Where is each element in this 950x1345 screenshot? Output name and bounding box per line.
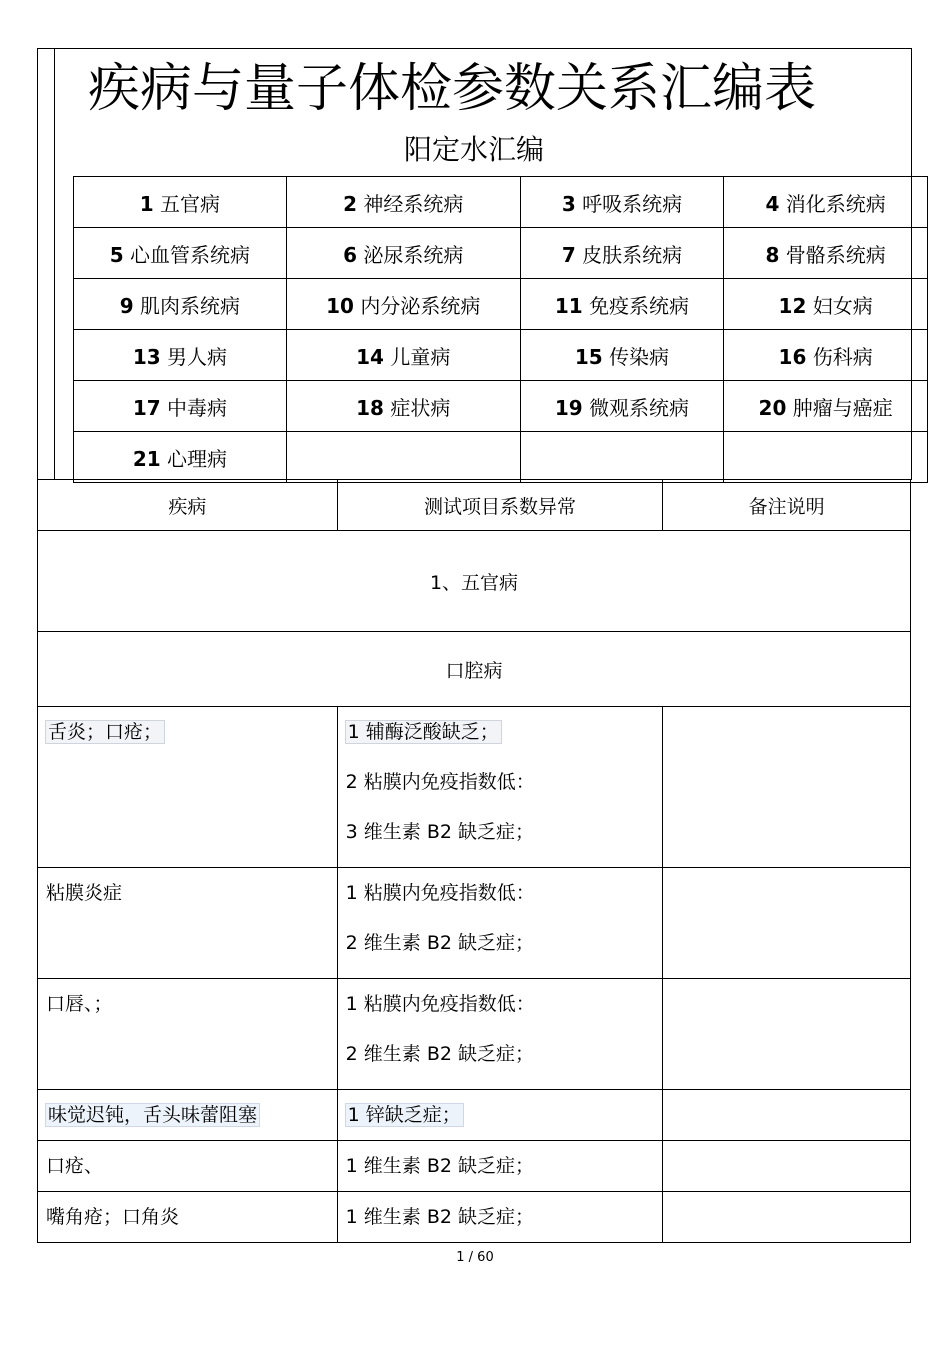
index-cell: 4 消化系统病 bbox=[724, 177, 928, 228]
index-cell: 14 儿童病 bbox=[286, 330, 520, 381]
notes-cell bbox=[663, 868, 911, 979]
notes-cell bbox=[663, 1141, 911, 1192]
index-cell: 9 肌肉系统病 bbox=[74, 279, 287, 330]
index-cell: 6 泌尿系统病 bbox=[286, 228, 520, 279]
section-row bbox=[38, 531, 911, 632]
index-cell: 8 骨骼系统病 bbox=[724, 228, 928, 279]
index-cell-empty bbox=[724, 432, 928, 483]
index-row bbox=[74, 177, 928, 228]
items-cell: 1 维生素 B2 缺乏症； bbox=[337, 1192, 663, 1243]
notes-cell bbox=[663, 979, 911, 1090]
disease-cell: 粘膜炎症 bbox=[38, 868, 338, 979]
subsection-row bbox=[38, 632, 911, 707]
index-cell-empty bbox=[286, 432, 520, 483]
index-row bbox=[74, 228, 928, 279]
items-cell: 1 粘膜内免疫指数低： 2 维生素 B2 缺乏症； bbox=[337, 979, 663, 1090]
index-row bbox=[74, 432, 928, 483]
disease-cell: 味觉迟钝，舌头味蕾阻塞 bbox=[38, 1090, 338, 1141]
index-cell: 16 伤科病 bbox=[724, 330, 928, 381]
header-test-items: 测试项目系数异常 bbox=[337, 480, 663, 531]
table-row bbox=[38, 1141, 911, 1192]
index-cell: 18 症状病 bbox=[286, 381, 520, 432]
disease-cell: 口疮、 bbox=[38, 1141, 338, 1192]
index-cell: 17 中毒病 bbox=[74, 381, 287, 432]
frame-top-line bbox=[37, 48, 912, 49]
index-cell: 5 心血管系统病 bbox=[74, 228, 287, 279]
header-notes: 备注说明 bbox=[663, 480, 911, 531]
category-index-table bbox=[73, 176, 928, 483]
index-cell: 7 皮肤系统病 bbox=[520, 228, 724, 279]
index-row bbox=[74, 381, 928, 432]
items-cell: 1 粘膜内免疫指数低： 2 维生素 B2 缺乏症； bbox=[337, 868, 663, 979]
index-cell: 19 微观系统病 bbox=[520, 381, 724, 432]
page-subtitle: 阳定水汇编 bbox=[404, 133, 545, 166]
notes-cell bbox=[663, 1090, 911, 1141]
index-cell: 21 心理病 bbox=[74, 432, 287, 483]
disease-parameter-table bbox=[37, 479, 911, 1243]
table-row bbox=[38, 868, 911, 979]
index-cell: 1 五官病 bbox=[74, 177, 287, 228]
index-cell-empty bbox=[520, 432, 724, 483]
items-cell: 1 辅酶泛酸缺乏； 2 粘膜内免疫指数低： 3 维生素 B2 缺乏症； bbox=[337, 707, 663, 868]
notes-cell bbox=[663, 707, 911, 868]
table-row bbox=[38, 979, 911, 1090]
index-cell: 10 内分泌系统病 bbox=[286, 279, 520, 330]
index-cell: 15 传染病 bbox=[520, 330, 724, 381]
disease-cell: 口唇、； bbox=[38, 979, 338, 1090]
frame-left-line bbox=[37, 48, 38, 480]
table-row bbox=[38, 1090, 911, 1141]
frame-inner-left-line bbox=[54, 48, 55, 480]
index-row bbox=[74, 279, 928, 330]
index-cell: 2 神经系统病 bbox=[286, 177, 520, 228]
index-cell: 12 妇女病 bbox=[724, 279, 928, 330]
page-title: 疾病与量子体检参数关系汇编表 bbox=[88, 59, 817, 119]
disease-cell: 嘴角疮；口角炎 bbox=[38, 1192, 338, 1243]
disease-cell: 舌炎；口疮； bbox=[38, 707, 338, 868]
index-cell: 20 肿瘤与癌症 bbox=[724, 381, 928, 432]
items-cell: 1 锌缺乏症； bbox=[337, 1090, 663, 1141]
page-number: 1 / 60 bbox=[456, 1250, 494, 1265]
header-disease: 疾病 bbox=[38, 480, 338, 531]
index-cell: 11 免疫系统病 bbox=[520, 279, 724, 330]
section-title: 1、五官病 bbox=[38, 531, 911, 632]
items-cell: 1 维生素 B2 缺乏症； bbox=[337, 1141, 663, 1192]
index-cell: 3 呼吸系统病 bbox=[520, 177, 724, 228]
table-row bbox=[38, 707, 911, 868]
subsection-title: 口腔病 bbox=[38, 632, 911, 707]
index-row bbox=[74, 330, 928, 381]
index-cell: 13 男人病 bbox=[74, 330, 287, 381]
table-row bbox=[38, 1192, 911, 1243]
table-header-row bbox=[38, 480, 911, 531]
notes-cell bbox=[663, 1192, 911, 1243]
